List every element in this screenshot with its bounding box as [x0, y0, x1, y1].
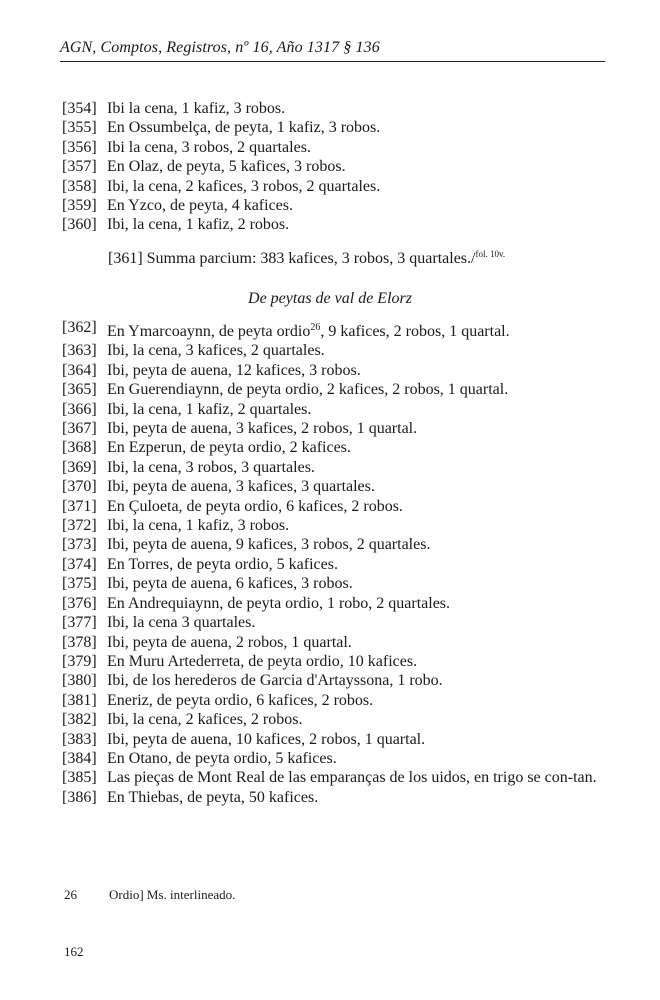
entry-number: [360]: [62, 216, 97, 234]
entry-text: Ibi, peyta de auena, 10 kafices, 2 robos, 1 quartal.: [107, 730, 426, 748]
entry-text-before-ref: En Ymarcoaynn, de peyta ordio: [107, 323, 311, 340]
entry-text: Las pieças de Mont Real de las emparanças de los uidos, en trigo se con-tan.: [107, 769, 597, 787]
entry-text: Ibi, peyta de auena, 9 kafices, 3 robos, 2 quartales.: [107, 536, 431, 554]
entry-number: [384]: [62, 749, 97, 767]
entry-row: [62, 458, 607, 477]
entry-number: [379]: [62, 652, 97, 670]
entry-text: Ibi, la cena 3 quartales.: [107, 614, 256, 632]
entry-text: En Çuloeta, de peyta ordio, 6 kafices, 2 robos.: [107, 497, 403, 515]
footnote: [64, 887, 235, 903]
entry-text: Ibi, la cena, 2 kafices, 2 robos.: [107, 711, 303, 729]
entry-row: [62, 361, 607, 380]
entry-row: [62, 613, 607, 632]
entry-row: [62, 535, 607, 554]
entry-row: [62, 400, 607, 419]
entry-number: [373]: [62, 536, 97, 554]
entry-row: [62, 419, 607, 438]
entry-row: [62, 118, 607, 137]
entry-number: [383]: [62, 730, 97, 748]
entry-row: [62, 594, 607, 613]
entry-text: Ibi la cena, 3 robos, 2 quartales.: [107, 138, 311, 156]
entry-row: [62, 177, 607, 196]
entry-number: [375]: [62, 575, 97, 593]
page-number: 162: [64, 944, 84, 959]
footnote-number: 26: [64, 887, 77, 902]
entry-number: [381]: [62, 691, 97, 709]
entry-number: [365]: [62, 381, 97, 399]
entry-number: [382]: [62, 711, 97, 729]
entry-row: [62, 749, 607, 768]
entry-number: [363]: [62, 342, 97, 360]
entry-number: [380]: [62, 672, 97, 690]
entry-text-after-ref: , 9 kafices, 2 robos, 1 quartal.: [320, 323, 510, 340]
entry-text: [107, 318, 607, 341]
entry-row: [62, 768, 607, 787]
entry-row: [62, 157, 607, 176]
entry-number: [372]: [62, 517, 97, 535]
entry-text: Ibi, peyta de auena, 12 kafices, 3 robos.: [107, 361, 361, 379]
entry-text: Ibi, la cena, 1 kafiz, 2 robos.: [107, 216, 290, 234]
entry-row: [62, 477, 607, 496]
entry-text: Ibi, la cena, 1 kafiz, 3 robos.: [107, 517, 290, 535]
entry-text: En Olaz, de peyta, 5 kafices, 3 robos.: [107, 158, 346, 176]
header-rule: [60, 61, 605, 62]
entry-text: En Guerendiaynn, de peyta ordio, 2 kafices, 2 robos, 1 quartal.: [107, 381, 509, 399]
entry-number: [356]: [62, 138, 97, 156]
entry-number: [355]: [62, 119, 97, 137]
entry-number: [371]: [62, 497, 97, 515]
entry-text: Ibi, peyta de auena, 2 robos, 1 quartal.: [107, 633, 352, 651]
entry-row: [62, 196, 607, 215]
entry-row: [62, 341, 607, 360]
entry-number: [386]: [62, 788, 97, 806]
entry-text: En Muru Artederreta, de peyta ordio, 10 kafices.: [107, 652, 418, 670]
entry-row: [62, 652, 607, 671]
entry-number: [358]: [62, 177, 97, 195]
entry-text: Eneriz, de peyta ordio, 6 kafices, 2 robos.: [107, 691, 374, 709]
entry-number: [354]: [62, 100, 97, 117]
entry-number: [364]: [62, 361, 97, 379]
entry-text: Ibi, la cena, 3 kafices, 2 quartales.: [107, 342, 325, 360]
entry-text: Ibi, la cena, 2 kafices, 3 robos, 2 quartales.: [107, 177, 381, 195]
entry-row: [62, 215, 607, 234]
entry-row: [62, 497, 607, 516]
entry-number: [378]: [62, 633, 97, 651]
entry-text: Ibi, de los herederos de Garcia d'Artayssona, 1 robo.: [107, 672, 443, 690]
entry-text: En Yzco, de peyta, 4 kafices.: [107, 197, 293, 215]
entry-text: En Andrequiaynn, de peyta ordio, 1 robo, 2 quartales.: [107, 594, 451, 612]
entry-text: En Otano, de peyta ordio, 5 kafices.: [107, 749, 337, 767]
entry-number: [377]: [62, 614, 97, 632]
running-head: AGN, Comptos, Registros, nº 16, Año 1317 § 136: [60, 39, 380, 56]
entry-row: [62, 555, 607, 574]
entry-text: En Ezperun, de peyta ordio, 2 kafices.: [107, 439, 351, 457]
entry-row: [62, 138, 607, 157]
entry-number: [385]: [62, 769, 97, 787]
entry-text: En Torres, de peyta ordio, 5 kafices.: [107, 555, 338, 573]
entry-row: [62, 438, 607, 457]
entry-row: [62, 318, 607, 341]
entry-row: [62, 691, 607, 710]
folio-marker: fol. 10v.: [475, 249, 506, 259]
entry-number: [367]: [62, 420, 97, 438]
entry-row: [62, 516, 607, 535]
summa-line: [108, 244, 505, 269]
entry-text: Ibi, la cena, 3 robos, 3 quartales.: [107, 458, 315, 476]
entry-row: [62, 671, 607, 690]
footnote-text: Ordio] Ms. interlineado.: [109, 887, 236, 902]
summa-text: [361] Summa parcium: 383 kafices, 3 robos, 3 quartales./: [108, 250, 476, 267]
entry-row: [62, 710, 607, 729]
entry-row: [62, 788, 607, 807]
entry-number: [368]: [62, 439, 97, 457]
entry-text: Ibi, la cena, 1 kafiz, 2 quartales.: [107, 400, 312, 418]
entry-text: En Ossumbelça, de peyta, 1 kafiz, 3 robos.: [107, 119, 381, 137]
entry-row: [62, 730, 607, 749]
entry-number: [376]: [62, 594, 97, 612]
entry-number: [366]: [62, 400, 97, 418]
entry-number: [369]: [62, 458, 97, 476]
entry-row: [62, 380, 607, 399]
entry-number: [374]: [62, 555, 97, 573]
entry-number: [370]: [62, 478, 97, 496]
entry-text: En Thiebas, de peyta, 50 kafices.: [107, 788, 319, 806]
entry-number: [357]: [62, 158, 97, 176]
entry-number: [359]: [62, 197, 97, 215]
footnote-reference: 26: [310, 322, 321, 333]
entry-text: Ibi, peyta de auena, 6 kafices, 3 robos.: [107, 575, 353, 593]
entries-list-top: [62, 99, 607, 235]
entry-row: [62, 574, 607, 593]
entry-text: Ibi, peyta de auena, 3 kafices, 2 robos, 1 quartal.: [107, 420, 418, 438]
entry-text: Ibi, peyta de auena, 3 kafices, 3 quartales.: [107, 478, 375, 496]
section-heading: De peytas de val de Elorz: [248, 290, 412, 307]
entry-text: Ibi la cena, 1 kafiz, 3 robos.: [107, 100, 286, 117]
entries-list-bottom: [62, 318, 607, 807]
entry-number: [362]: [62, 319, 97, 336]
entry-row: [62, 99, 607, 118]
entry-row: [62, 633, 607, 652]
